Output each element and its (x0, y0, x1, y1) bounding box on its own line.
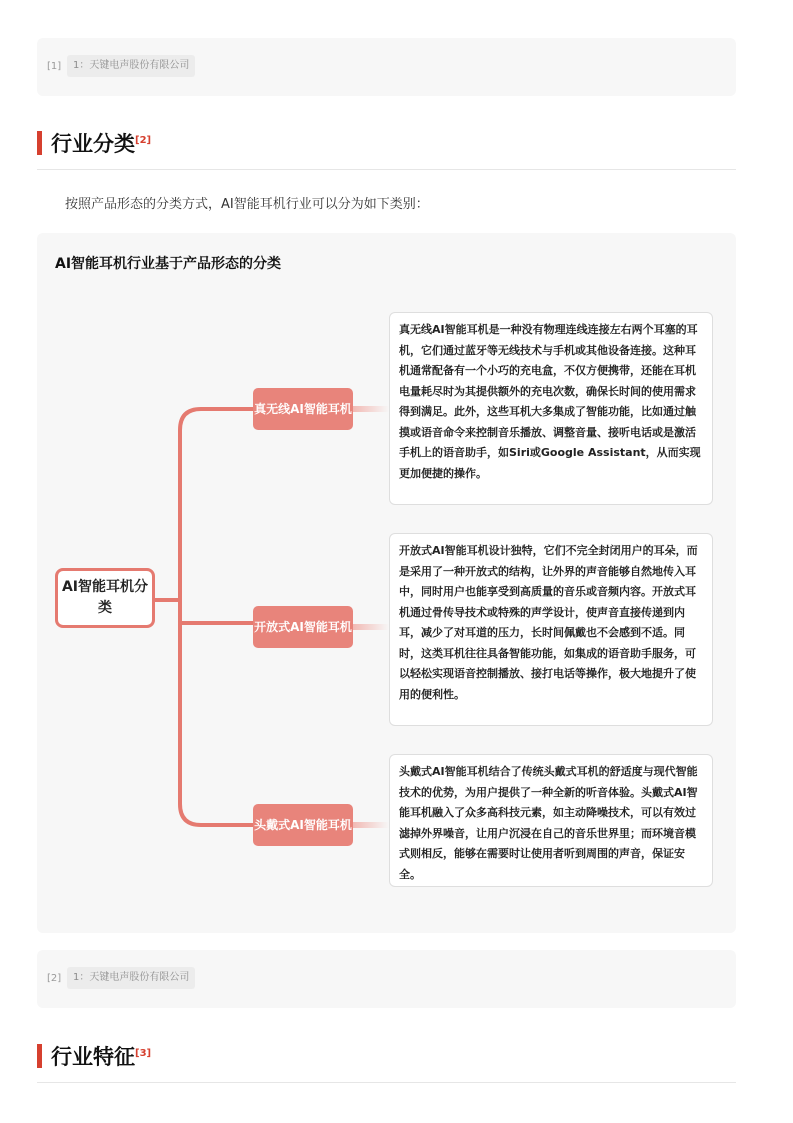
description-true-wireless: 真无线AI智能耳机是一种没有物理连线连接左右两个耳塞的耳机，它们通过蓝牙等无线技术与手机或其他设备连接。这种耳机通常配备有一个小巧的充电盒，不仅方便携带，还能在耳机电量耗尽时为其提供额外的充电次数，确保长时间的使用需求得到满足。此外，这些耳机大多集成了智能功能，比如通过触摸或语音命令来控制音乐播放、调整音量、接听电话或是激活手机上的语音助手，如Siri或Google Assistant，从而实现更加便捷的操作。 (389, 312, 713, 505)
branch-node-open-ear: 开放式AI智能耳机 (253, 606, 353, 648)
mindmap-panel (37, 233, 736, 933)
reference-source-tag[interactable]: 1：天键电声股份有限公司 (67, 55, 195, 77)
reference-box (37, 950, 736, 1008)
fade-connector-2 (353, 624, 389, 630)
section-header (37, 1037, 736, 1083)
section-header (37, 124, 736, 170)
reference-box (37, 38, 736, 96)
branch-node-over-ear: 头戴式AI智能耳机 (253, 804, 353, 846)
citation-link[interactable]: [3] (135, 1048, 152, 1059)
reference-number: [1] (47, 61, 62, 72)
section-title: 行业特征[3] (51, 1045, 152, 1069)
mindmap-title: AI智能耳机行业基于产品形态的分类 (55, 256, 282, 272)
reference-source-tag[interactable]: 1：天键电声股份有限公司 (67, 967, 195, 989)
reference-number: [2] (47, 973, 62, 984)
description-open-ear: 开放式AI智能耳机设计独特，它们不完全封闭用户的耳朵，而是采用了一种开放式的结构，让外界的声音能够自然地传入耳中，同时用户也能享受到高质量的音乐或音频内容。开放式耳机通过骨传导技术或特殊的声学设计，使声音直接传递到内耳，减少了对耳道的压力，长时间佩戴也不会感到不适。同时，这类耳机往往具备智能功能，如集成的语音助手服务，可以轻松实现语音控制播放、接打电话等操作，极大地提升了使用的便利性。 (389, 533, 713, 726)
section-title: 行业分类[2] (51, 132, 152, 156)
fade-connector-3 (353, 822, 389, 828)
mindmap-root-node: AI智能耳机分类 (55, 568, 155, 628)
intro-paragraph: 按照产品形态的分类方式，AI智能耳机行业可以分为如下类别： (65, 197, 429, 212)
branch-node-true-wireless: 真无线AI智能耳机 (253, 388, 353, 430)
section-accent-bar (37, 1044, 42, 1068)
fade-connector-1 (353, 406, 389, 412)
description-over-ear: 头戴式AI智能耳机结合了传统头戴式耳机的舒适度与现代智能技术的优势，为用户提供了一种全新的听音体验。头戴式AI智能耳机融入了众多高科技元素，如主动降噪技术，可以有效过滤掉外界噪音，让用户沉浸在自己的音乐世界里；而环境音模式则相反，能够在需要时让使用者听到周围的声音，保证安全。 (389, 754, 713, 887)
connector-trunk (180, 409, 253, 825)
citation-link[interactable]: [2] (135, 135, 152, 146)
section-accent-bar (37, 131, 42, 155)
